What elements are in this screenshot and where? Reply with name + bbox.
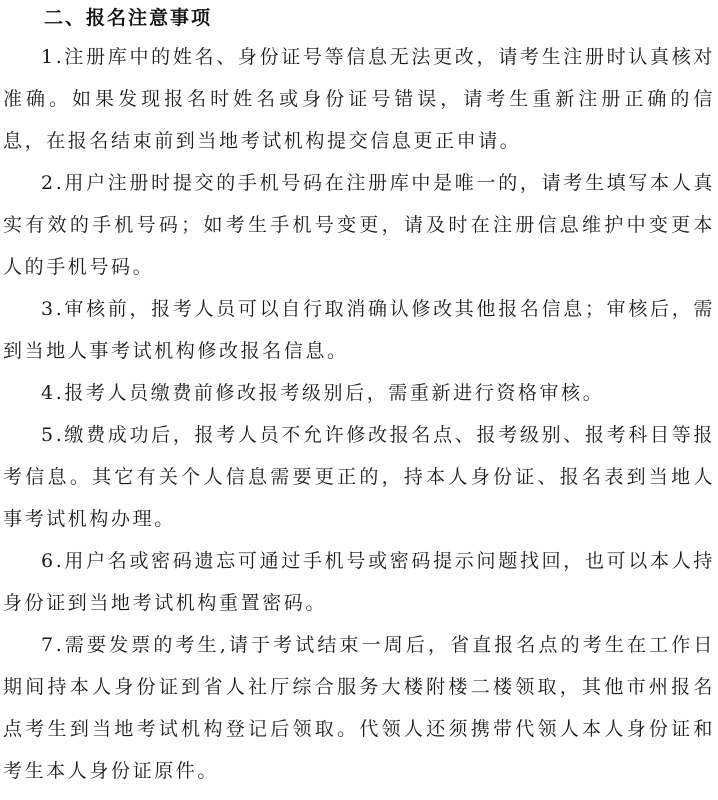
notice-item-4: 4.报考人员缴费前修改报考级别后，需重新进行资格审核。 [41,382,605,404]
notice-item-5: 5.缴费成功后，报考人员不允许修改报名点、报考级别、报考科目等报考信息。其它有关个人信息需要更正的，持本人身份证、报名表到当地人事考试机构办理。 [3,424,715,530]
notice-item-1: 1.注册库中的姓名、身份证号等信息无法更改，请考生注册时认真核对准确。如果发现报名时姓名或身份证号错误，请考生重新注册正确的信息，在报名结束前到当地考试机构提交信息更正申请。 [3,46,715,152]
section-heading: 二、报名注意事项 [44,7,213,29]
notice-item-7: 7.需要发票的考生,请于考试结束一周后，省直报名点的考生在工作日期间持本人身份证到省人社厅综合服务大楼附楼二楼领取，其他市州报名点考生到当地考试机构登记后领取。代领人还须携带代领人本人身份证和考生本人身份证原件。 [3,634,715,782]
notice-item-6: 6.用户名或密码遗忘可通过手机号或密码提示问题找回，也可以本人持身份证到当地考试机构重置密码。 [3,550,715,614]
notice-list [3,36,715,792]
notice-item-2: 2.用户注册时提交的手机号码在注册库中是唯一的，请考生填写本人真实有效的手机号码；如考生手机号变更，请及时在注册信息维护中变更本人的手机号码。 [3,172,715,278]
notice-item-3: 3.审核前，报考人员可以自行取消确认修改其他报名信息；审核后，需到当地人事考试机构修改报名信息。 [3,298,715,362]
